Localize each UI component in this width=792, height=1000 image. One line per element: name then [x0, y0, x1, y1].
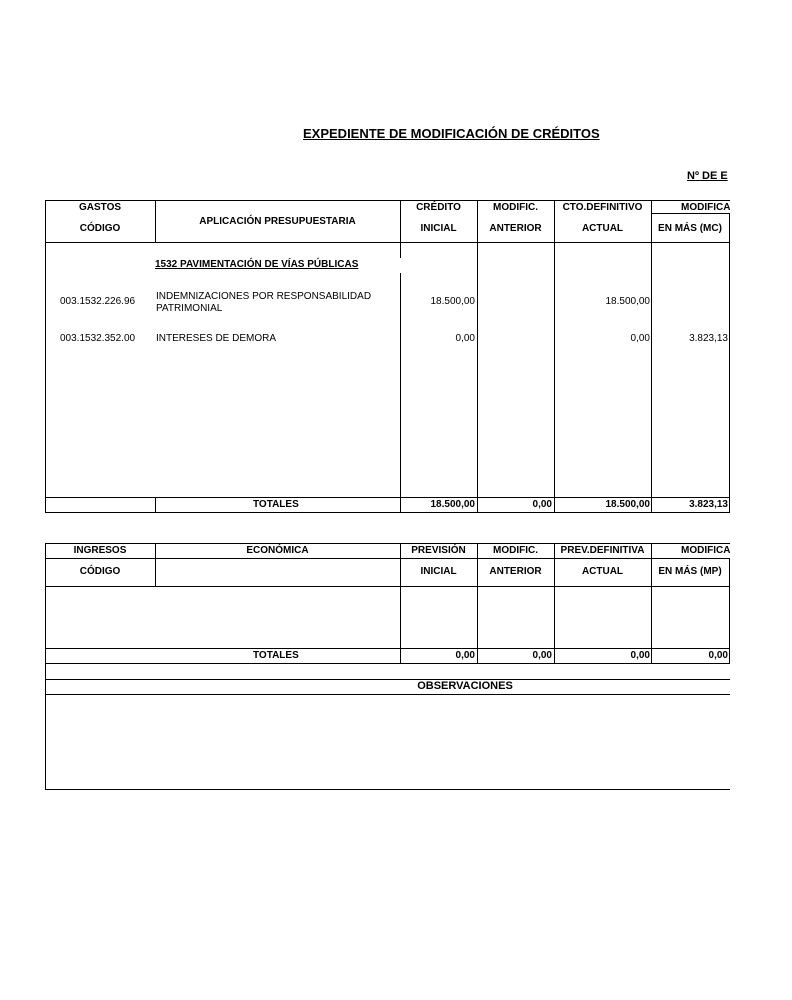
- ingresos-total-actual: 0,00: [630, 650, 650, 661]
- gastos-total-en-mas: 3.823,13: [689, 499, 728, 510]
- gastos-total-actual: 18.500,00: [605, 499, 650, 510]
- ingresos-header-modific-bottom: ANTERIOR: [489, 566, 542, 577]
- gastos-header-definitivo-bottom: ACTUAL: [581, 223, 624, 234]
- ingresos-header-code-top: INGRESOS: [73, 545, 127, 556]
- ingresos-total-en-mas: 0,00: [708, 650, 728, 661]
- gastos-header-modific-bottom: ANTERIOR: [489, 223, 542, 234]
- gastos-header-definitivo-top: CTO.DEFINITIVO: [562, 202, 643, 213]
- ingresos-header-modifica-bottom: EN MÁS (MP): [658, 566, 722, 577]
- gastos-header-code-top: GASTOS: [78, 202, 122, 213]
- row-description-line1: INTERESES DE DEMORA: [156, 333, 277, 344]
- ingresos-header-definitiva-bottom: ACTUAL: [581, 566, 624, 577]
- ingresos-header-modifica-top: MODIFICA: [681, 545, 730, 556]
- row-credito-inicial: 18.500,00: [430, 296, 475, 307]
- row-code: 003.1532.226.96: [60, 296, 136, 307]
- section-heading: 1532 PAVIMENTACIÓN DE VÍAS PÚBLICAS: [155, 259, 359, 270]
- row-description-line2: PATRIMONIAL: [156, 303, 223, 314]
- row-cto-definitivo: 0,00: [630, 333, 650, 344]
- ingresos-total-anterior: 0,00: [532, 650, 552, 661]
- gastos-header-aplicacion: APLICACIÓN PRESUPUESTARIA: [199, 216, 356, 227]
- observaciones-label: OBSERVACIONES: [417, 680, 513, 692]
- gastos-total-inicial: 18.500,00: [430, 499, 475, 510]
- gastos-header-credito-bottom: INICIAL: [420, 223, 457, 234]
- document-title: EXPEDIENTE DE MODIFICACIÓN DE CRÉDITOS: [303, 126, 600, 141]
- row-credito-inicial: 0,00: [455, 333, 475, 344]
- ingresos-total-inicial: 0,00: [455, 650, 475, 661]
- gastos-totals-label: TOTALES: [253, 499, 299, 510]
- gastos-header-modifica-bottom: EN MÁS (MC): [658, 223, 722, 234]
- form-area: [45, 198, 730, 798]
- ingresos-header-prevision-top: PREVISIÓN: [411, 545, 466, 556]
- gastos-header-modific-top: MODIFIC.: [493, 202, 538, 213]
- ingresos-header-economica: ECONÓMICA: [246, 545, 309, 556]
- gastos-header-credito-top: CRÉDITO: [416, 202, 461, 213]
- gastos-total-anterior: 0,00: [532, 499, 552, 510]
- ingresos-header-definitiva-top: PREV.DEFINITIVA: [560, 545, 645, 556]
- row-en-mas: 3.823,13: [689, 333, 728, 344]
- ingresos-header-code-bottom: CÓDIGO: [79, 566, 121, 577]
- expediente-number-label: Nº DE E: [687, 170, 728, 182]
- ingresos-totals-label: TOTALES: [253, 650, 299, 661]
- ingresos-header-prevision-bottom: INICIAL: [420, 566, 457, 577]
- row-description-line1: INDEMNIZACIONES POR RESPONSABILIDAD: [156, 291, 372, 302]
- row-cto-definitivo: 18.500,00: [605, 296, 650, 307]
- row-code: 003.1532.352.00: [60, 333, 136, 344]
- ingresos-header-modific-top: MODIFIC.: [493, 545, 538, 556]
- gastos-header-code-bottom: CÓDIGO: [79, 223, 121, 234]
- gastos-header-modifica-top: MODIFICA: [681, 202, 730, 213]
- observaciones-content: [46, 695, 730, 789]
